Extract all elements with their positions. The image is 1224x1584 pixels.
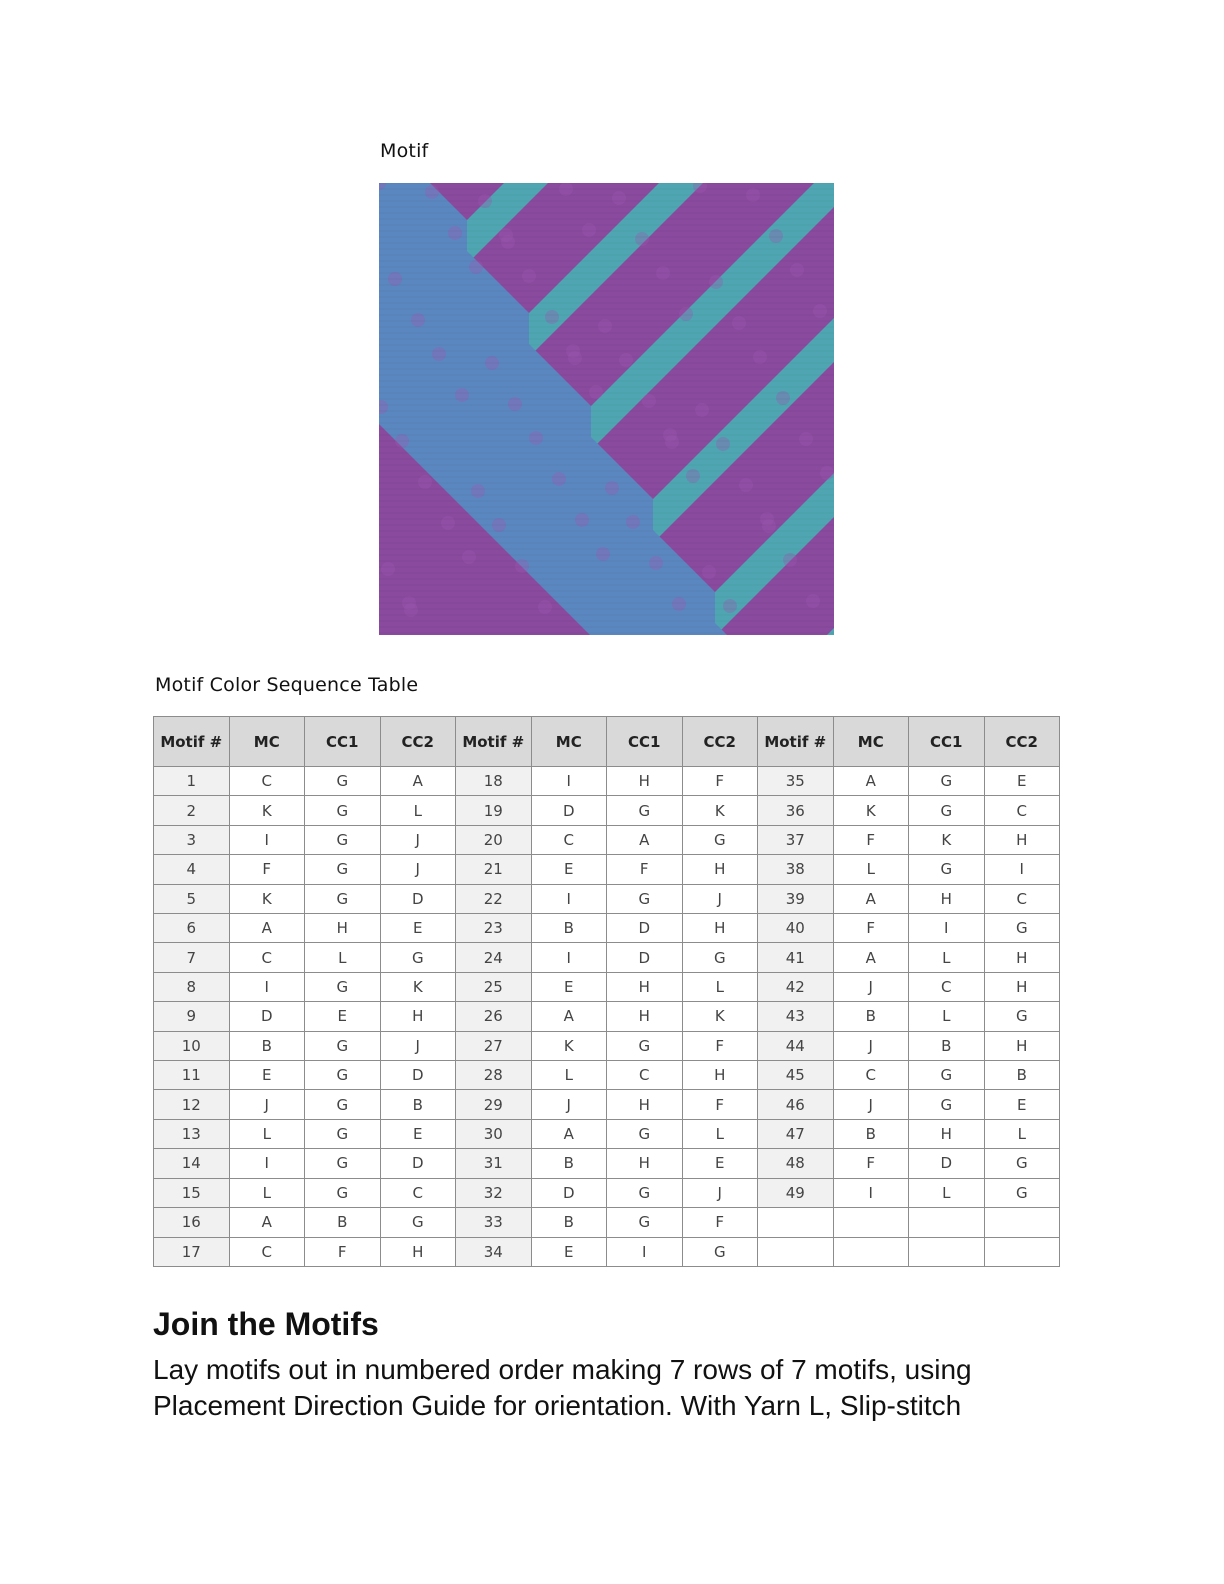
column-header: Motif # bbox=[456, 717, 532, 767]
table-cell: I bbox=[909, 914, 985, 943]
table-cell: L bbox=[229, 1119, 305, 1148]
table-cell: G bbox=[909, 796, 985, 825]
table-cell: 13 bbox=[154, 1119, 230, 1148]
table-row bbox=[154, 1178, 1060, 1207]
table-cell: G bbox=[682, 1237, 758, 1267]
table-cell: F bbox=[682, 1208, 758, 1237]
table-cell: G bbox=[380, 1208, 456, 1237]
table-cell: 22 bbox=[456, 884, 532, 913]
table-cell: 8 bbox=[154, 972, 230, 1001]
table-cell: H bbox=[607, 1090, 683, 1119]
table-cell bbox=[909, 1208, 985, 1237]
table-cell: 45 bbox=[758, 1061, 834, 1090]
table-cell: K bbox=[682, 1002, 758, 1031]
table-cell: 2 bbox=[154, 796, 230, 825]
table-cell: H bbox=[909, 1119, 985, 1148]
table-cell: G bbox=[305, 1178, 381, 1207]
table-cell: G bbox=[305, 767, 381, 796]
table-cell: B bbox=[833, 1119, 909, 1148]
table-cell: E bbox=[682, 1149, 758, 1178]
table-cell: K bbox=[380, 972, 456, 1001]
table-cell: 3 bbox=[154, 825, 230, 854]
table-cell: G bbox=[984, 1178, 1060, 1207]
table-cell: H bbox=[607, 972, 683, 1001]
table-cell: B bbox=[229, 1031, 305, 1060]
table-cell: H bbox=[607, 767, 683, 796]
table-cell: A bbox=[833, 767, 909, 796]
column-header: CC1 bbox=[909, 717, 985, 767]
table-cell: E bbox=[531, 1237, 607, 1267]
table-cell: J bbox=[682, 1178, 758, 1207]
table-cell: D bbox=[607, 914, 683, 943]
column-header: CC2 bbox=[984, 717, 1060, 767]
table-cell: L bbox=[305, 943, 381, 972]
motif-photo bbox=[379, 183, 834, 635]
table-cell: K bbox=[909, 825, 985, 854]
table-cell: E bbox=[531, 855, 607, 884]
table-cell bbox=[833, 1237, 909, 1267]
table-cell: F bbox=[607, 855, 683, 884]
table-cell: 24 bbox=[456, 943, 532, 972]
table-cell: 35 bbox=[758, 767, 834, 796]
table-row bbox=[154, 1031, 1060, 1060]
table-cell: D bbox=[531, 1178, 607, 1207]
table-cell: G bbox=[682, 943, 758, 972]
table-cell: H bbox=[607, 1002, 683, 1031]
table-cell: A bbox=[229, 914, 305, 943]
table-row bbox=[154, 855, 1060, 884]
table-cell: D bbox=[380, 1061, 456, 1090]
table-cell: A bbox=[531, 1002, 607, 1031]
section-paragraph: Lay motifs out in numbered order making 7 rows of 7 motifs, using Placement Direction Guide for orientation. With Yarn L, Slip-stitch bbox=[153, 1354, 972, 1421]
table-cell: J bbox=[833, 1090, 909, 1119]
table-cell: 36 bbox=[758, 796, 834, 825]
motif-caption: Motif bbox=[380, 140, 429, 162]
table-row bbox=[154, 884, 1060, 913]
table-cell: D bbox=[380, 884, 456, 913]
table-cell: I bbox=[833, 1178, 909, 1207]
table-cell: G bbox=[607, 1178, 683, 1207]
table-cell: B bbox=[531, 1149, 607, 1178]
table-cell: F bbox=[682, 1090, 758, 1119]
table-cell: 5 bbox=[154, 884, 230, 913]
table-cell: L bbox=[833, 855, 909, 884]
table-cell: J bbox=[833, 1031, 909, 1060]
table-cell: K bbox=[682, 796, 758, 825]
table-cell: F bbox=[305, 1237, 381, 1267]
table-cell: 19 bbox=[456, 796, 532, 825]
table-cell: E bbox=[305, 1002, 381, 1031]
table-cell: A bbox=[380, 767, 456, 796]
table-cell: 34 bbox=[456, 1237, 532, 1267]
table-cell: 14 bbox=[154, 1149, 230, 1178]
column-header: Motif # bbox=[154, 717, 230, 767]
table-cell: C bbox=[229, 1237, 305, 1267]
table-cell: C bbox=[984, 884, 1060, 913]
table-cell: G bbox=[909, 855, 985, 884]
table-row bbox=[154, 796, 1060, 825]
table-cell: 39 bbox=[758, 884, 834, 913]
table-cell: H bbox=[909, 884, 985, 913]
table-cell: C bbox=[984, 796, 1060, 825]
column-header: MC bbox=[833, 717, 909, 767]
table-caption: Motif Color Sequence Table bbox=[155, 674, 419, 696]
table-cell: H bbox=[984, 1031, 1060, 1060]
table-cell: B bbox=[833, 1002, 909, 1031]
table-cell: 42 bbox=[758, 972, 834, 1001]
table-cell: 48 bbox=[758, 1149, 834, 1178]
table-cell: G bbox=[305, 972, 381, 1001]
table-cell: 41 bbox=[758, 943, 834, 972]
table-row bbox=[154, 825, 1060, 854]
table-cell: G bbox=[607, 884, 683, 913]
table-cell: K bbox=[531, 1031, 607, 1060]
table-cell: A bbox=[833, 884, 909, 913]
table-cell: G bbox=[380, 943, 456, 972]
table-cell: 17 bbox=[154, 1237, 230, 1267]
table-cell: G bbox=[305, 1061, 381, 1090]
table-row bbox=[154, 1149, 1060, 1178]
table-cell: L bbox=[531, 1061, 607, 1090]
table-cell: K bbox=[229, 884, 305, 913]
column-header: Motif # bbox=[758, 717, 834, 767]
table-cell: G bbox=[682, 825, 758, 854]
table-cell: I bbox=[229, 1149, 305, 1178]
table-cell: 43 bbox=[758, 1002, 834, 1031]
table-cell bbox=[758, 1208, 834, 1237]
table-cell: 46 bbox=[758, 1090, 834, 1119]
table-cell: L bbox=[909, 1178, 985, 1207]
table-cell: A bbox=[531, 1119, 607, 1148]
column-header: CC2 bbox=[380, 717, 456, 767]
table-cell: H bbox=[380, 1237, 456, 1267]
table-cell: D bbox=[607, 943, 683, 972]
table-cell: I bbox=[531, 943, 607, 972]
table-cell: 38 bbox=[758, 855, 834, 884]
table-cell: A bbox=[607, 825, 683, 854]
table-cell: B bbox=[909, 1031, 985, 1060]
table-cell bbox=[984, 1237, 1060, 1267]
table-cell: F bbox=[833, 1149, 909, 1178]
table-cell: L bbox=[909, 943, 985, 972]
table-cell: J bbox=[531, 1090, 607, 1119]
table-cell: 20 bbox=[456, 825, 532, 854]
table-row bbox=[154, 914, 1060, 943]
table-cell: F bbox=[682, 1031, 758, 1060]
table-row bbox=[154, 943, 1060, 972]
column-header: MC bbox=[531, 717, 607, 767]
table-cell: 1 bbox=[154, 767, 230, 796]
table-cell: G bbox=[607, 1208, 683, 1237]
table-cell: 30 bbox=[456, 1119, 532, 1148]
table-cell: 23 bbox=[456, 914, 532, 943]
table-cell: 10 bbox=[154, 1031, 230, 1060]
table-cell: D bbox=[229, 1002, 305, 1031]
table-cell bbox=[984, 1208, 1060, 1237]
table-cell: G bbox=[909, 1090, 985, 1119]
table-cell: A bbox=[229, 1208, 305, 1237]
table-cell: K bbox=[833, 796, 909, 825]
table-cell: E bbox=[380, 914, 456, 943]
table-cell: B bbox=[380, 1090, 456, 1119]
table-cell: G bbox=[305, 825, 381, 854]
table-cell bbox=[758, 1237, 834, 1267]
table-cell: F bbox=[833, 825, 909, 854]
table-cell: 32 bbox=[456, 1178, 532, 1207]
table-cell: 49 bbox=[758, 1178, 834, 1207]
table-cell: L bbox=[909, 1002, 985, 1031]
table-cell: B bbox=[984, 1061, 1060, 1090]
table-cell: D bbox=[531, 796, 607, 825]
table-cell: G bbox=[984, 1149, 1060, 1178]
table-row bbox=[154, 1208, 1060, 1237]
table-cell: C bbox=[229, 943, 305, 972]
table-cell: 47 bbox=[758, 1119, 834, 1148]
table-cell: D bbox=[380, 1149, 456, 1178]
table-cell bbox=[909, 1237, 985, 1267]
table-cell: F bbox=[682, 767, 758, 796]
table-cell: I bbox=[607, 1237, 683, 1267]
table-cell: 33 bbox=[456, 1208, 532, 1237]
table-cell: I bbox=[984, 855, 1060, 884]
table-cell: G bbox=[607, 1119, 683, 1148]
table-cell: G bbox=[305, 796, 381, 825]
column-header: MC bbox=[229, 717, 305, 767]
column-header: CC1 bbox=[607, 717, 683, 767]
table-cell bbox=[833, 1208, 909, 1237]
table-row bbox=[154, 972, 1060, 1001]
table-cell: G bbox=[984, 1002, 1060, 1031]
table-cell: J bbox=[229, 1090, 305, 1119]
table-cell: 4 bbox=[154, 855, 230, 884]
table-cell: 15 bbox=[154, 1178, 230, 1207]
table-cell: 29 bbox=[456, 1090, 532, 1119]
table-row bbox=[154, 1090, 1060, 1119]
table-header-row bbox=[154, 717, 1060, 767]
column-header: CC1 bbox=[305, 717, 381, 767]
table-cell: J bbox=[833, 972, 909, 1001]
table-cell: H bbox=[380, 1002, 456, 1031]
table-cell: 21 bbox=[456, 855, 532, 884]
table-cell: J bbox=[380, 855, 456, 884]
table-cell: 27 bbox=[456, 1031, 532, 1060]
table-cell: 40 bbox=[758, 914, 834, 943]
table-cell: E bbox=[229, 1061, 305, 1090]
table-cell: L bbox=[682, 1119, 758, 1148]
table-cell: G bbox=[984, 914, 1060, 943]
table-cell: L bbox=[682, 972, 758, 1001]
table-cell: 28 bbox=[456, 1061, 532, 1090]
table-cell: H bbox=[305, 914, 381, 943]
table-cell: F bbox=[229, 855, 305, 884]
column-header: CC2 bbox=[682, 717, 758, 767]
table-cell: E bbox=[531, 972, 607, 1001]
table-cell: G bbox=[305, 1031, 381, 1060]
table-row bbox=[154, 767, 1060, 796]
table-cell: G bbox=[305, 1090, 381, 1119]
table-cell: 12 bbox=[154, 1090, 230, 1119]
table-cell: B bbox=[531, 1208, 607, 1237]
table-cell: J bbox=[380, 825, 456, 854]
table-cell: 26 bbox=[456, 1002, 532, 1031]
table-cell: L bbox=[380, 796, 456, 825]
table-cell: G bbox=[305, 884, 381, 913]
table-cell: 16 bbox=[154, 1208, 230, 1237]
table-row bbox=[154, 1237, 1060, 1267]
table-cell: H bbox=[682, 1061, 758, 1090]
table-row bbox=[154, 1061, 1060, 1090]
table-cell: C bbox=[229, 767, 305, 796]
table-cell: 18 bbox=[456, 767, 532, 796]
table-cell: C bbox=[909, 972, 985, 1001]
table-cell: A bbox=[833, 943, 909, 972]
table-cell: 7 bbox=[154, 943, 230, 972]
table-cell: I bbox=[531, 767, 607, 796]
table-cell: G bbox=[909, 767, 985, 796]
table-cell: G bbox=[607, 1031, 683, 1060]
table-cell: G bbox=[305, 855, 381, 884]
table-cell: I bbox=[229, 825, 305, 854]
table-cell: H bbox=[682, 855, 758, 884]
table-cell: K bbox=[229, 796, 305, 825]
table-cell: 11 bbox=[154, 1061, 230, 1090]
table-cell: 9 bbox=[154, 1002, 230, 1031]
table-cell: L bbox=[984, 1119, 1060, 1148]
table-cell: H bbox=[984, 943, 1060, 972]
table-cell: 25 bbox=[456, 972, 532, 1001]
table-cell: C bbox=[833, 1061, 909, 1090]
table-cell: G bbox=[607, 796, 683, 825]
table-cell: B bbox=[305, 1208, 381, 1237]
table-cell: H bbox=[682, 914, 758, 943]
table-cell: 44 bbox=[758, 1031, 834, 1060]
table-cell: L bbox=[229, 1178, 305, 1207]
table-cell: H bbox=[607, 1149, 683, 1178]
table-cell: D bbox=[909, 1149, 985, 1178]
table-cell: C bbox=[380, 1178, 456, 1207]
table-cell: C bbox=[607, 1061, 683, 1090]
table-cell: 37 bbox=[758, 825, 834, 854]
table-cell: 31 bbox=[456, 1149, 532, 1178]
table-cell: E bbox=[984, 767, 1060, 796]
table-cell: I bbox=[531, 884, 607, 913]
table-cell: 6 bbox=[154, 914, 230, 943]
table-cell: H bbox=[984, 825, 1060, 854]
table-row bbox=[154, 1002, 1060, 1031]
table-cell: I bbox=[229, 972, 305, 1001]
table-cell: G bbox=[305, 1149, 381, 1178]
table-cell: F bbox=[833, 914, 909, 943]
table-cell: H bbox=[984, 972, 1060, 1001]
table-cell: E bbox=[380, 1119, 456, 1148]
color-sequence-table bbox=[153, 716, 1060, 1267]
table-cell: G bbox=[305, 1119, 381, 1148]
table-cell: J bbox=[682, 884, 758, 913]
table-cell: E bbox=[984, 1090, 1060, 1119]
table-cell: J bbox=[380, 1031, 456, 1060]
table-cell: B bbox=[531, 914, 607, 943]
table-cell: G bbox=[909, 1061, 985, 1090]
section-heading: Join the Motifs bbox=[153, 1306, 379, 1342]
table-row bbox=[154, 1119, 1060, 1148]
table-cell: C bbox=[531, 825, 607, 854]
